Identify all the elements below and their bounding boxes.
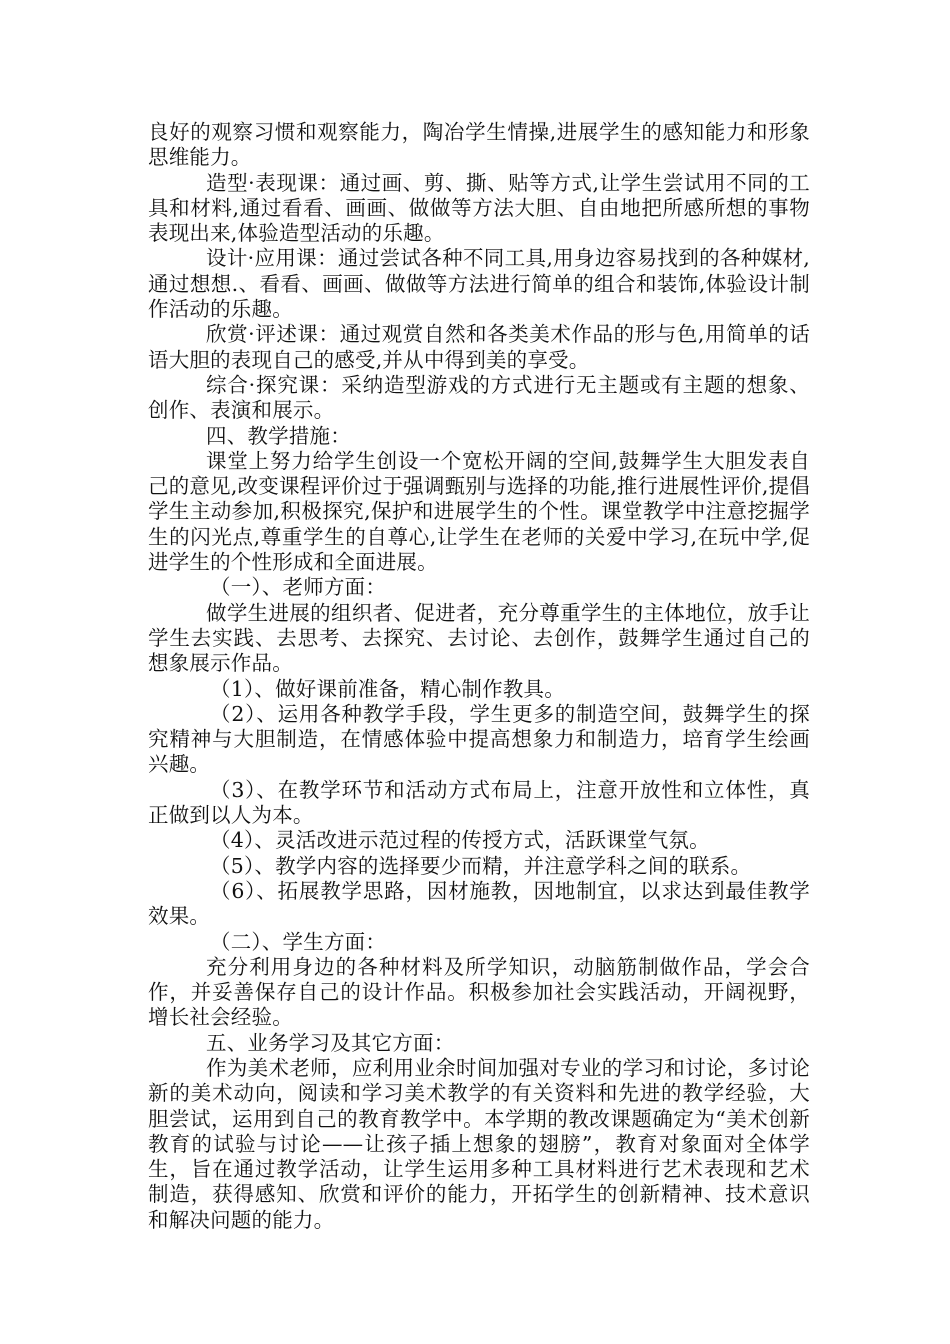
list-item-1: （1）、做好课前准备，精心制作教具。 xyxy=(210,676,565,701)
list-item-3: （3）、在教学环节和活动方式布局上，注意开放性和立体性，真正做到以人为本。 xyxy=(148,777,810,828)
paragraph-observation: 良好的观察习惯和观察能力，陶冶学生情操,进展学生的感知能力和形象思维能力。 xyxy=(148,120,810,170)
paragraph-integrated-course: 综合·探究课：采纳造型游戏的方式进行无主题或有主题的想象、创作、表演和展示。 xyxy=(148,372,810,423)
heading-student-aspect: （二）、学生方面： xyxy=(210,929,387,954)
heading-teaching-measures: 四、教学措施： xyxy=(206,423,351,448)
heading-teacher-aspect: （一）、老师方面： xyxy=(210,575,387,600)
paragraph-modeling-course: 造型·表现课：通过画、剪、撕、贴等方式,让学生尝试用不同的工具和材料,通过看看、画画、做做等方法大胆、自由地把所感所想的事物表现出来,体验造型活动的乐趣。 xyxy=(148,170,810,246)
list-item-6: （6）、拓展教学思路，因材施教，因地制宜，以求达到最佳教学效果。 xyxy=(148,878,810,929)
paragraph-teacher-role: 做学生进展的组织者、促进者，充分尊重学生的主体地位，放手让学生去实践、去思考、去探究、去讨论、去创作，鼓舞学生通过自己的想象展示作品。 xyxy=(148,600,810,676)
paragraph-appreciation-course: 欣赏·评述课：通过观赏自然和各类美术作品的形与色,用简单的话语大胆的表现自己的感受,并从中得到美的享受。 xyxy=(148,322,810,372)
list-item-5: （5）、教学内容的选择要少而精，并注意学科之间的联系。 xyxy=(210,853,752,878)
list-item-4: （4）、灵活改进示范过程的传授方式，活跃课堂气氛。 xyxy=(210,828,710,853)
paragraph-student-role: 充分利用身边的各种材料及所学知识，动脑筋制做作品，学会合作，并妥善保存自己的设计作品。积极参加社会实践活动，开阔视野，增长社会经验。 xyxy=(148,954,810,1030)
heading-business-study: 五、业务学习及其它方面： xyxy=(206,1030,455,1055)
document-body xyxy=(148,120,810,1233)
paragraph-design-course: 设计·应用课：通过尝试各种不同工具,用身边容易找到的各种媒材,通过想想.、看看、画画、做做等方法进行简单的组合和装饰,体验设计制作活动的乐趣。 xyxy=(148,246,810,322)
paragraph-business-study: 作为美术老师，应利用业余时间加强对专业的学习和讨论，多讨论新的美术动向，阅读和学习美术教学的有关资料和先进的教学经验，大胆尝试，运用到自己的教育教学中。本学期的教改课题确定为“美术创新教育的试验与讨论——让孩子插上想象的翅膀”，教育对象面对全体学生，旨在通过教学活动，让学生运用多种工具材料进行艺术表现和艺术制造，获得感知、欣赏和评价的能力，开拓学生的创新精神、技术意识和解决问题的能力。 xyxy=(148,1055,810,1232)
paragraph-classroom: 课堂上努力给学生创设一个宽松开阔的空间,鼓舞学生大胆发表自己的意见,改变课程评价过于强调甄别与选择的功能,推行进展性评价,提倡学生主动参加,积极探究,保护和进展学生的个性。课堂教学中注意挖掘学生的闪光点,尊重学生的自尊心,让学生在老师的关爱中学习,在玩中学,促进学生的个性形成和全面进展。 xyxy=(148,448,810,575)
list-item-2: （2）、运用各种教学手段，学生更多的制造空间，鼓舞学生的探究精神与大胆制造，在情感体验中提高想象力和制造力，培育学生绘画兴趣。 xyxy=(148,701,810,777)
